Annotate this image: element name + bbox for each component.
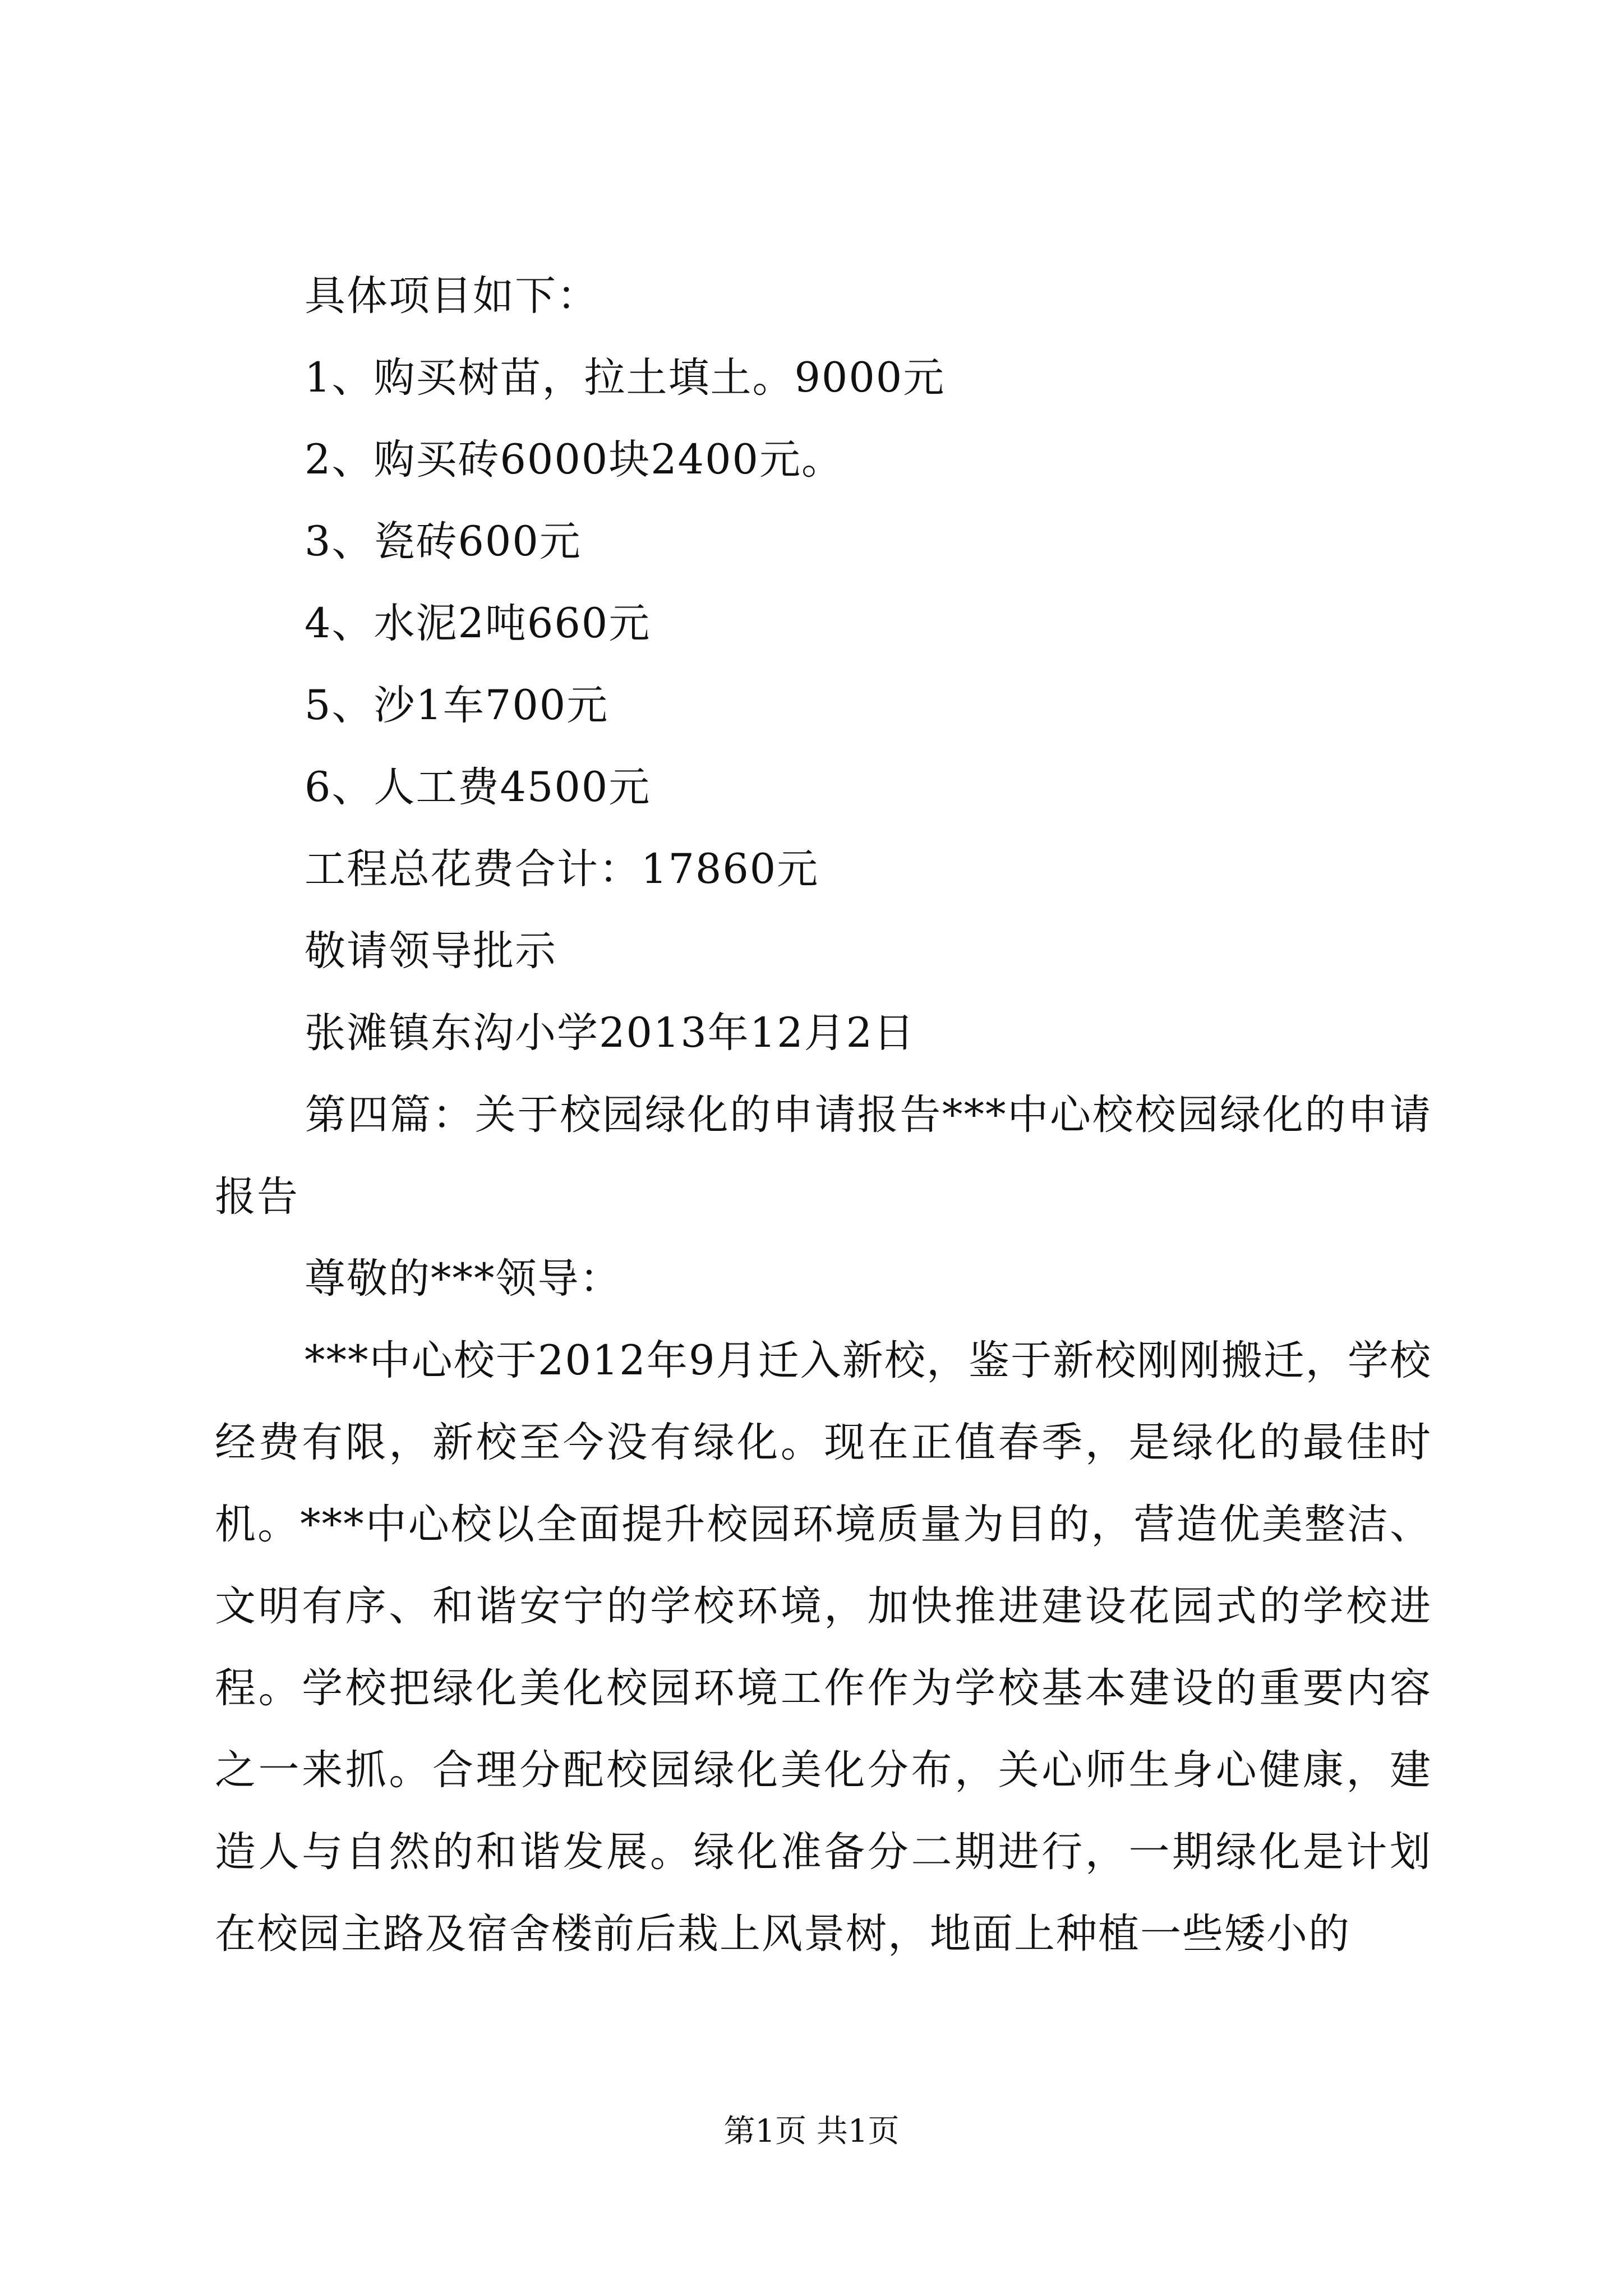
section-title bbox=[215, 1074, 1432, 1238]
item-4: 4、水泥2吨660元 bbox=[305, 600, 651, 647]
body-paragraph-text: ***中心校于2012年9月迁入新校，鉴于新校刚刚搬迁，学校经费有限，新校至今没有绿化。现在正值春季，是绿化的最佳时机。***中心校以全面提升校园环境质量为目的，营造优美整洁、文明有序、和谐安宁的学校环境，加快推进建设花园式的学校进程。学校把绿化美化校园环境工作作为学校基本建设的重要内容之一来抓。合理分配校园绿化美化分布，关心师生身心健康，建造人与自然的和谐发展。绿化准备分二期进行，一期绿化是计划在校园主路及宿舍楼前后栽上风景树，地面上种植一些矮小的 bbox=[215, 1337, 1432, 1958]
list-intro: 具体项目如下： bbox=[305, 272, 599, 320]
item-1: 1、购买树苗，拉土填土。9000元 bbox=[305, 354, 946, 402]
signature-date: 张滩镇东沟小学2013年12月2日 bbox=[305, 1009, 916, 1057]
item-2: 2、购买砖6000块2400元。 bbox=[305, 436, 844, 484]
salutation: 尊敬的***领导： bbox=[305, 1255, 622, 1303]
request-approval: 敬请领导批示 bbox=[305, 927, 557, 975]
page-footer: 第1页 共1页 bbox=[723, 2113, 900, 2150]
item-6: 6、人工费4500元 bbox=[305, 763, 651, 811]
body-paragraph bbox=[215, 1320, 1432, 1975]
total-cost: 工程总花费合计：17860元 bbox=[305, 845, 819, 893]
document-body bbox=[215, 255, 1432, 1975]
section-title-text: 第四篇：关于校园绿化的申请报告***中心校校园绿化的申请报告 bbox=[215, 1091, 1432, 1221]
item-3: 3、瓷砖600元 bbox=[305, 518, 582, 565]
item-5: 5、沙1车700元 bbox=[305, 682, 609, 729]
